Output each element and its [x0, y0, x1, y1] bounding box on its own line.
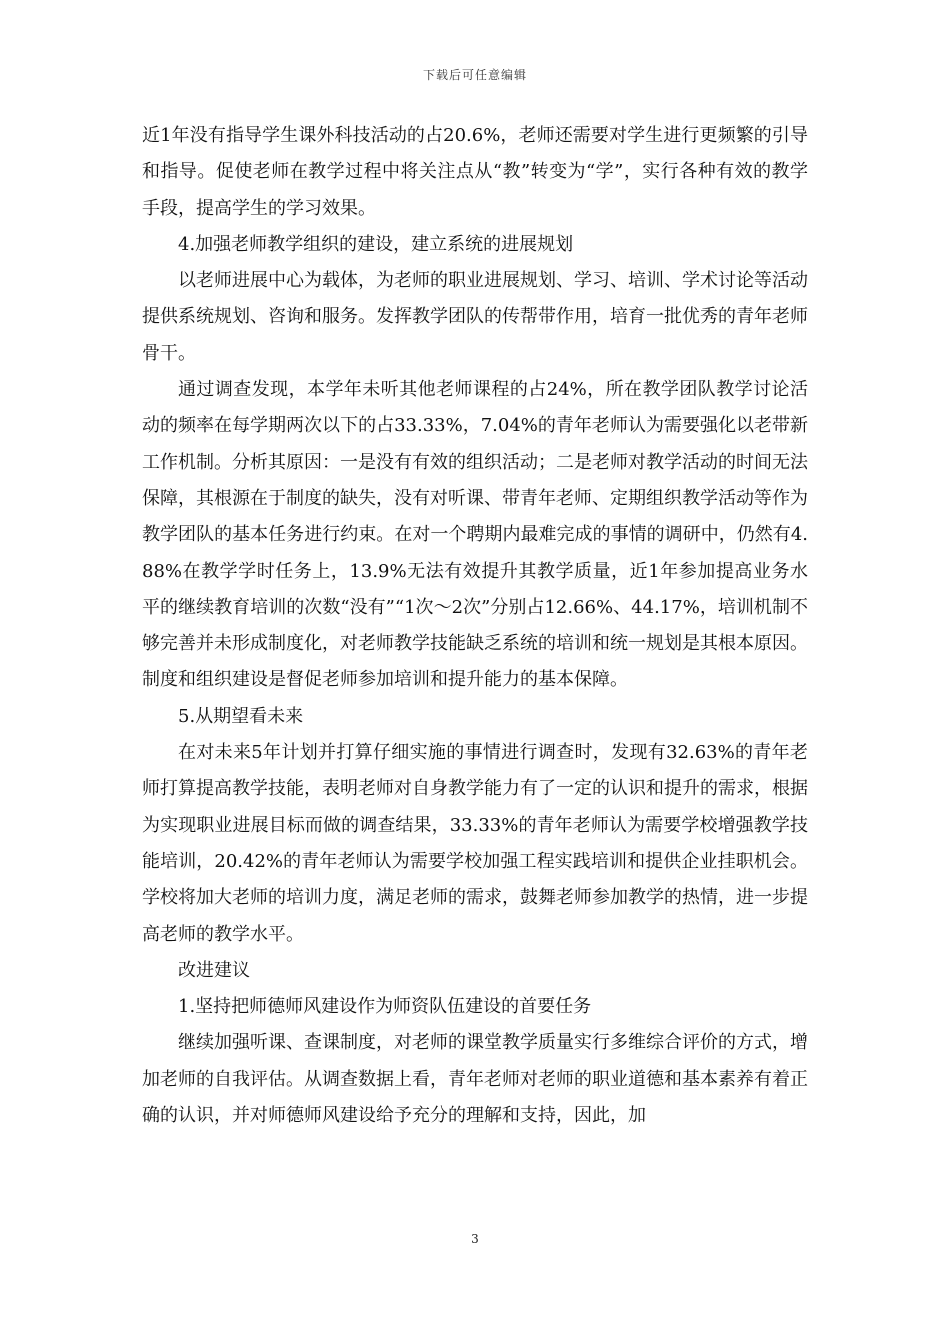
section-heading-improvement: 改进建议 — [178, 959, 250, 981]
document-body — [142, 118, 808, 1134]
header-note: 下载后可任意编辑 — [422, 68, 527, 82]
page-number: 3 — [471, 1232, 479, 1246]
section-heading-4: 4.加强老师教学组织的建设，建立系统的进展规划 — [178, 233, 574, 255]
paragraph: 继续加强听课、查课制度，对老师的课堂教学质量实行多维综合评价的方式，增加老师的自我评估。从调查数据上看，青年老师对老师的职业道德和基本素养有着正确的认识，并对师德师风建设给予充分的理解和支持，因此，加 — [142, 1032, 808, 1127]
subsection-heading-1: 1.坚持把师德师风建设作为师资队伍建设的首要任务 — [178, 996, 592, 1018]
paragraph: 以老师进展中心为载体，为老师的职业进展规划、学习、培训、学术讨论等活动提供系统规划、咨询和服务。发挥教学团队的传帮带作用，培育一批优秀的青年老师骨干。 — [142, 270, 808, 364]
paragraph: 在对未来5年计划并打算仔细实施的事情进行调查时，发现有32.63%的青年老师打算提高教学技能，表明老师对自身教学能力有了一定的认识和提升的需求，根据为实现职业进展目标而做的调查结果，33.33%的青年老师认为需要学校增强教学技能培训，20.42%的青年老师认为需要学校加强工程实践培训和提供企业挂职机会。学校将加大老师的培训力度，满足老师的需求，鼓舞老师参加教学的热情，进一步提高老师的教学水平。 — [142, 742, 808, 945]
section-heading-5: 5.从期望看未来 — [178, 705, 304, 727]
paragraph: 通过调查发现，本学年未听其他老师课程的占24%，所在教学团队教学讨论活动的频率在每学期两次以下的占33.33%，7.04%的青年老师认为需要强化以老带新工作机制。分析其原因：一是没有有效的组织活动；二是老师对教学活动的时间无法保障，其根源在于制度的缺失，没有对听课、带青年老师、定期组织教学活动等作为教学团队的基本任务进行约束。在对一个聘期内最难完成的事情的调研中，仍然有4.88%在教学学时任务上，13.9%无法有效提升其教学质量，近1年参加提高业务水平的继续教育培训的次数“没有”“1次～2次”分别占12.66%、44.17%，培训机制不够完善并未形成制度化，对老师教学技能缺乏系统的培训和统一规划是其根本原因。制度和组织建设是督促老师参加培训和提升能力的基本保障。 — [142, 379, 808, 691]
paragraph-continued: 近1年没有指导学生课外科技活动的占20.6%，老师还需要对学生进行更频繁的引导和指导。促使老师在教学过程中将关注点从“教”转变为“学”，实行各种有效的教学手段，提高学生的学习效果。 — [142, 125, 808, 219]
